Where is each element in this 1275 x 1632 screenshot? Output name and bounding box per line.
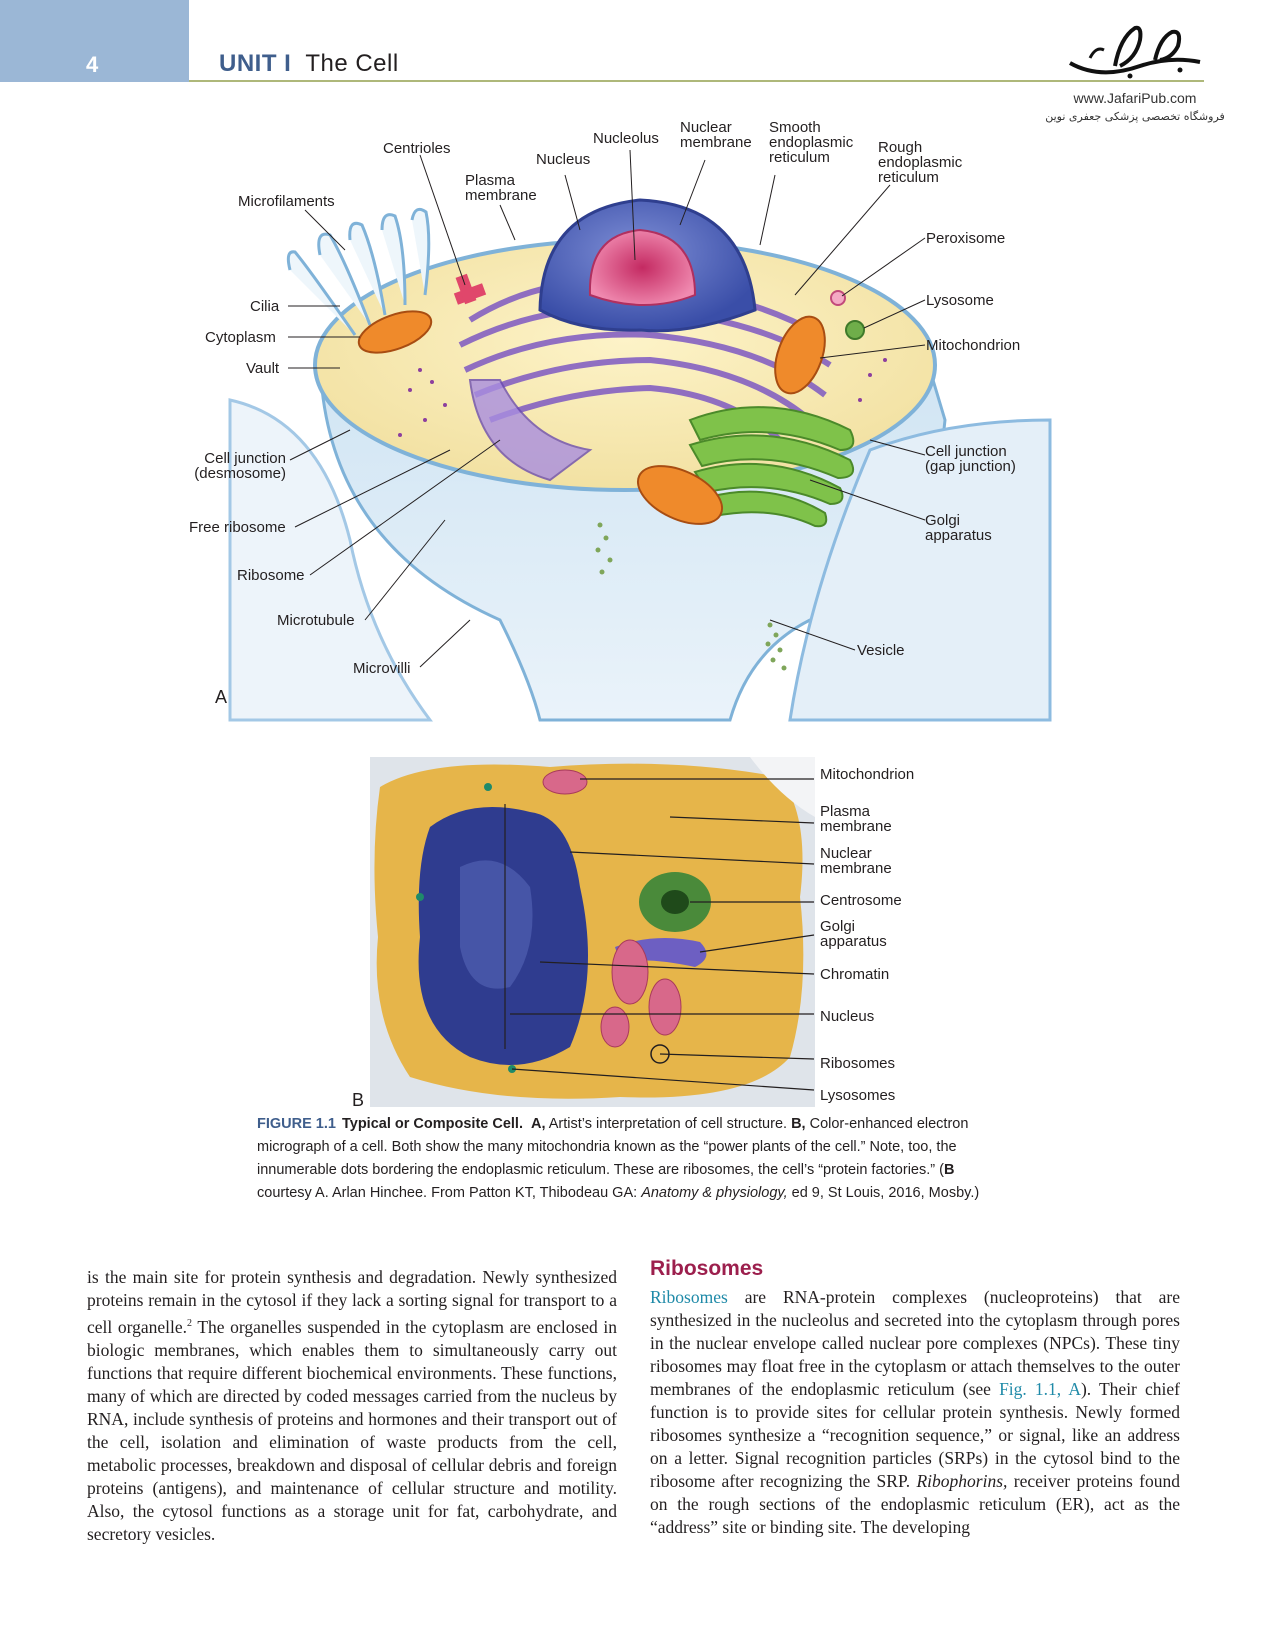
logo-shop-name: فروشگاه تخصصی پزشکی جعفری نوین — [1045, 110, 1225, 123]
label-golgi: Golgi apparatus — [925, 512, 992, 544]
reference-superscript: 2 — [187, 1318, 193, 1329]
figb-label-lysosomes: Lysosomes — [820, 1087, 896, 1104]
label-microfilaments: Microfilaments — [238, 193, 335, 210]
caption-credit-end: ed 9, St Louis, 2016, Mosby.) — [791, 1185, 980, 1201]
label-mitochondrion: Mitochondrion — [926, 337, 1021, 354]
section-heading-ribosomes: Ribosomes — [650, 1257, 764, 1280]
figure-caption — [257, 1113, 1007, 1205]
label-cilia: Cilia — [250, 298, 280, 315]
body-left-column — [87, 1266, 617, 1546]
label-microvilli: Microvilli — [353, 660, 411, 677]
label-lysosome: Lysosome — [926, 292, 994, 309]
cell-diagram-svg — [170, 120, 1110, 730]
label-vault: Vault — [246, 360, 280, 377]
label-nucleolus: Nucleolus — [593, 130, 659, 147]
body-right-column — [650, 1257, 1180, 1539]
unit-label: UNIT I — [219, 50, 292, 77]
figure-number: FIGURE 1.1 — [257, 1116, 336, 1132]
caption-credit-book: Anatomy & physiology, — [641, 1185, 788, 1201]
caption-part-b-letter: B, — [791, 1116, 806, 1132]
lysosome-shape — [846, 321, 864, 339]
label-microtubule: Microtubule — [277, 612, 355, 629]
caption-credit-letter: B — [943, 1162, 955, 1178]
label-rough-er: Rough endoplasmic reticulum — [878, 139, 963, 186]
label-cytoplasm: Cytoplasm — [205, 329, 276, 346]
caption-part-a-text: Artist’s interpretation of cell structure. — [548, 1116, 788, 1132]
right-paragraph-part-3: receiver proteins found on the rough sections of the endoplasmic reticulum (ER), act as the “address” site or binding site. The developing — [650, 1471, 1180, 1537]
label-peroxisome: Peroxisome — [926, 230, 1006, 247]
panel-letter-a: A — [215, 687, 228, 707]
label-vesicle: Vesicle — [857, 642, 905, 659]
figb-label-chromatin: Chromatin — [820, 966, 890, 983]
figb-label-mitochondrion: Mitochondrion — [820, 766, 915, 783]
right-paragraph-part-2: ). Their chief function is to provide sites for cellular protein synthesis. Newly formed ribosomes synthesize a “recognition sequence,” or signal, like an address on a letter. Signal recognition particles (SRPs) in the cytosol bind to the ribosome after recognizing the SRP. — [650, 1379, 1180, 1491]
unit-title: The Cell — [305, 50, 399, 77]
label-centrioles: Centrioles — [383, 140, 451, 157]
calligraphy-logo-icon — [1060, 18, 1210, 88]
figure-title: Typical or Composite Cell. — [341, 1116, 523, 1132]
caption-part-a-letter: A, — [531, 1116, 546, 1132]
label-plasma-membrane: Plasma membrane — [465, 172, 537, 204]
left-paragraph-part-1: is the main site for protein synthesis and degradation. Newly synthesized proteins remain in the cytosol if they lack a sorting signal for transport to a cell organelle. — [87, 1267, 617, 1337]
caption-part-b-text: Color-enhanced electron micrograph of a cell. Both show the many mitochondria known as the “power plants of the cell.” Note, too, the innumerable dots bordering the endoplasmic reticulum. These are ribosomes, the cell’s “protein factories.” ( — [257, 1116, 969, 1178]
label-cell-junction-gap: Cell junction (gap junction) — [925, 443, 1016, 475]
figb-label-nucleus: Nucleus — [820, 1008, 875, 1025]
label-nuclear-membrane: Nuclear membrane — [680, 119, 752, 151]
running-head — [219, 50, 399, 78]
figb-label-nuclear-membrane: Nuclear membrane — [820, 845, 892, 877]
caption-credit-text: courtesy A. Arlan Hinchee. From Patton KT, Thibodeau GA: — [257, 1185, 638, 1201]
key-term-ribosomes: Ribosomes — [650, 1287, 728, 1307]
figb-label-plasma-membrane: Plasma membrane — [820, 803, 892, 835]
label-smooth-er: Smooth endoplasmic reticulum — [769, 119, 854, 166]
figure-b-micrograph — [370, 757, 815, 1107]
page-number: 4 — [86, 52, 99, 77]
logo-url: www.JafariPub.com — [1073, 90, 1197, 106]
figure-a-cell-illustration — [170, 120, 1110, 730]
italic-term-ribophorins: Ribophorins, — [916, 1471, 1008, 1491]
label-free-ribosome: Free ribosome — [189, 519, 286, 536]
peroxisome-shape — [831, 291, 845, 305]
panel-letter-b: B — [352, 1090, 365, 1110]
figb-label-centrosome: Centrosome — [820, 892, 902, 909]
left-paragraph-part-2: The organelles suspended in the cytoplasm are enclosed in biologic membranes, which enables them to simultaneously carry out functions that require different biochemical environments. These functions, many of which are directed by coded messages carried from the nucleus by RNA, include synthesis of proteins and hormones and their transport out of the cell, isolation and elimination of waste products from the cell, metabolic processes, breakdown and disposal of cellular debris and foreign proteins (antigens), and maintenance of cellular structure and motility. Also, the cytosol functions as a storage unit for fat, carbohydrate, and secretory vesicles. — [87, 1316, 618, 1544]
figb-label-ribosomes: Ribosomes — [820, 1055, 896, 1072]
figure-reference-link[interactable]: Fig. 1.1, A — [999, 1379, 1081, 1399]
label-ribosome: Ribosome — [237, 567, 305, 584]
figb-label-golgi: Golgi apparatus — [820, 918, 887, 950]
label-nucleus: Nucleus — [536, 151, 591, 168]
right-paragraph-part-1: are RNA-protein complexes (nucleoproteins) that are synthesized in the nucleolus and secreted into the cytoplasm through pores in the nuclear envelope called nuclear pore complexes (NPCs). These tiny ribosomes may float free in the cytoplasm or attach themselves to the outer membranes of the endoplasmic reticulum (see — [650, 1287, 1180, 1399]
label-cell-junction-desmosome: Cell junction (desmosome) — [194, 450, 286, 482]
page-number-tab — [0, 0, 189, 82]
